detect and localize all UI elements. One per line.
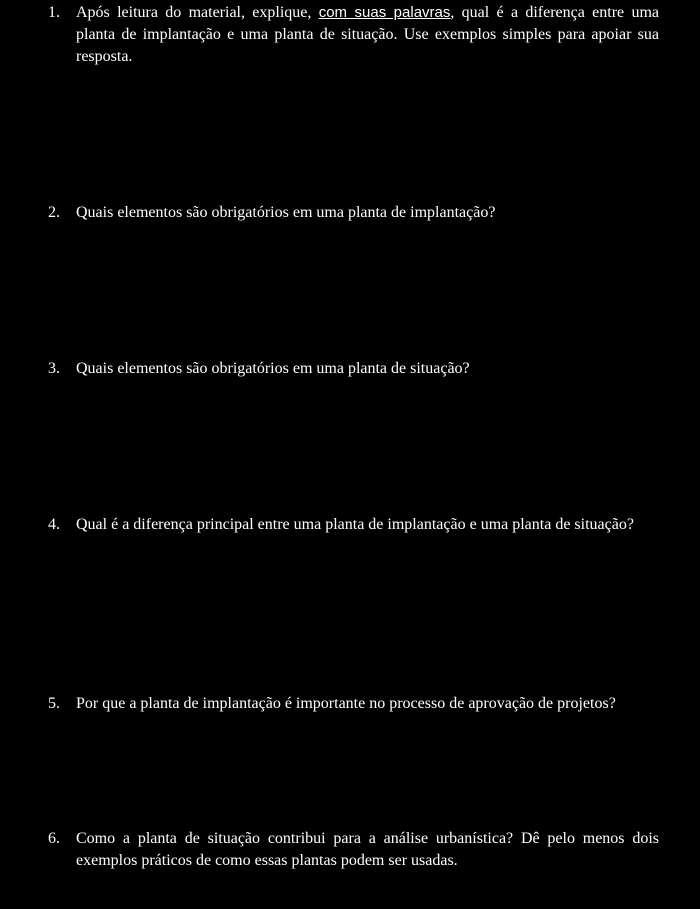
question-text: Quais elementos são obrigatórios em uma planta de implantação? bbox=[76, 204, 496, 221]
question-1 bbox=[48, 2, 659, 68]
question-text: Quais elementos são obrigatórios em uma planta de situação? bbox=[76, 360, 470, 377]
question-number: 2. bbox=[48, 204, 60, 221]
question-5 bbox=[48, 693, 659, 715]
question-number: 3. bbox=[48, 360, 60, 377]
question-text bbox=[76, 2, 659, 68]
question-number: 4. bbox=[48, 516, 60, 533]
question-text: Por que a planta de implantação é importante no processo de aprovação de projetos? bbox=[76, 695, 616, 712]
emphasized-phrase: com suas palavras bbox=[318, 4, 451, 21]
question-4 bbox=[48, 514, 659, 536]
question-text: Como a planta de situação contribui para a análise urbanística? Dê pelo menos dois exemplos práticos de como essas plantas podem ser usadas. bbox=[76, 830, 659, 869]
question-text-part: Após leitura do material, explique, bbox=[76, 4, 319, 21]
question-text-part: , qual é a diferença entre uma planta de implantação e uma planta de situação. Use exemplos simples para apoiar sua resposta. bbox=[76, 4, 660, 65]
question-6 bbox=[48, 828, 659, 872]
question-3 bbox=[48, 358, 659, 380]
question-text: Qual é a diferença principal entre uma planta de implantação e uma planta de situação? bbox=[76, 516, 634, 533]
question-number: 6. bbox=[48, 830, 60, 847]
question-2 bbox=[48, 202, 659, 224]
question-number: 5. bbox=[48, 695, 60, 712]
question-number: 1. bbox=[48, 4, 60, 21]
